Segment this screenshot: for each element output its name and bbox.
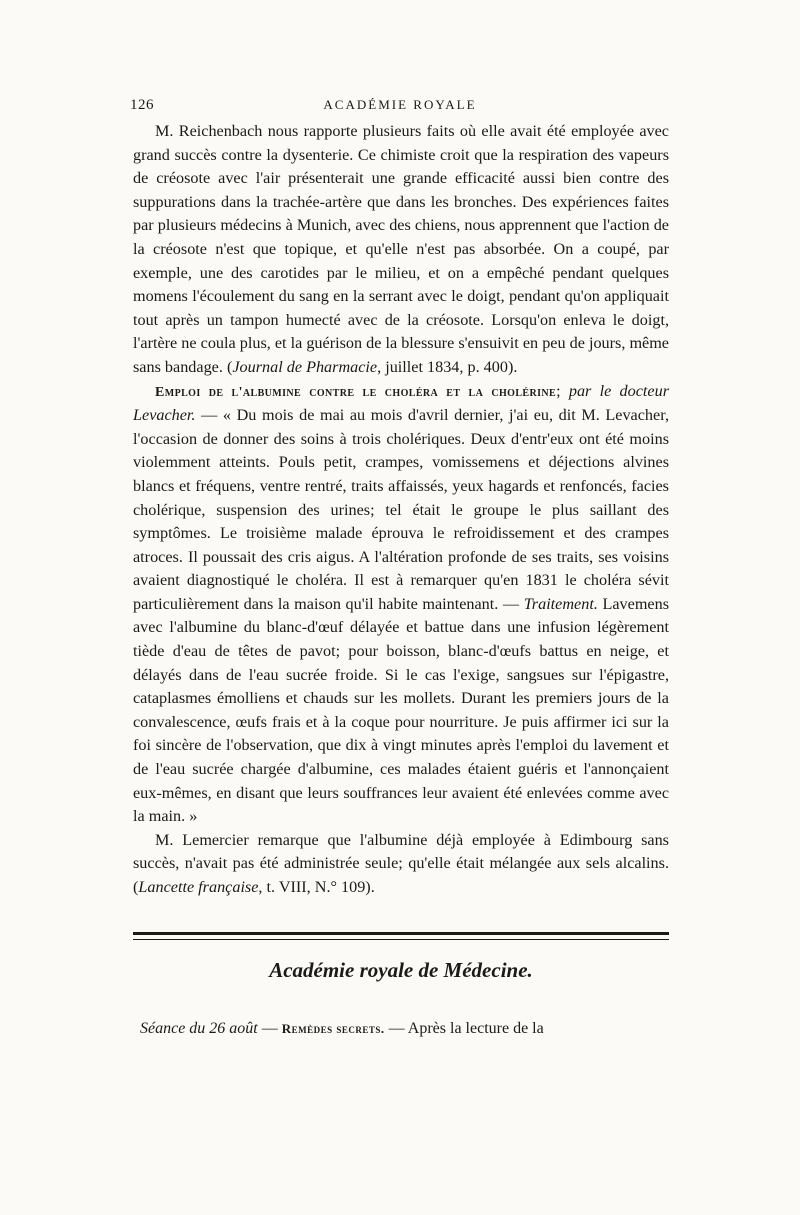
citation-tail: , t. VIII, N.° 109). [258,878,375,896]
paragraph-text: — « Du mois de mai au mois d'avril dernier, j'ai eu, dit M. Levacher, l'occasion de donner des soins à trois cholériques. Deux d'entr'eux ont été moins violemment atteints. Pouls petit, crampes, vomissemens et déjections alvines blancs et fréquens, ventre rentré, traits affaissés, yeux hagards et renfoncés, facies cholérique, suspension des urines; tel était le groupe le plus saillant des symptômes. Le troisième malade éprouva le refroidissement et des crampes atroces. Il poussait des cris aigus. A l'altération profonde de ses traits, ses voisins avaient diagnostiqué le choléra. Il est à remarquer qu'en 1831 le choléra sévit particulièrement dans la maison qu'il habite maintenant. — [133,406,669,613]
running-head [130,97,670,121]
article-author: par le docteur Levacher. [133,381,669,425]
section-heading: Académie royale de Médecine. [269,958,533,982]
paragraph-creosote [133,120,669,380]
heading-separator: ; [556,381,569,400]
seance-dash: — [257,1020,282,1037]
section-rule-thick [133,932,669,935]
citation-source: Lancette française [138,878,259,896]
paragraph-lemercier [133,829,669,900]
paragraph-text-continued: Lavemens avec l'albumine du blanc-d'œuf délayée et battue dans une infusion légèrement tiède d'eau de têtes de pavot; pour boisson, blanc-d'œufs battus en neige, et délayés dans de l'eau sucrée froide. Si le cas l'exige, sangsues sur l'épigastre, cataplasmes émolliens et chauds sur les mollets. Durant les premiers jours de la convalescence, œufs frais et à la coque pour nourriture. Je puis affirmer ici sur la foi sincère de l'observation, que dix à vingt minutes après l'emploi du lavement et de l'eau sucrée chargée d'albumine, ces malades étaient guéris et l'annonçaient eux-mêmes, en disant que leurs souffrances leur avaient été enlevées comme avec la main. » [133,594,669,826]
section-rule-thin [133,939,669,940]
citation-source: Journal de Pharmacie [232,357,378,376]
seance-date: Séance du 26 août [140,1020,258,1037]
page-number: 126 [130,97,154,113]
citation-tail: , juillet 1834, p. 400). [377,357,518,376]
article-heading: Emploi de l'albumine contre le choléra et la cholérine [155,384,557,400]
running-title: ACADÉMIE ROYALE [323,97,477,112]
treatment-label: Traitement. [523,594,598,613]
seance-line [140,1020,670,1038]
body-text [133,120,669,900]
paragraph-albumine [133,380,669,829]
seance-heading: Remèdes secrets. [281,1021,385,1036]
paragraph-text: M. Reichenbach nous rapporte plusieurs faits où elle avait été employée avec grand succès contre la dysenterie. Ce chimiste croit que la respiration des vapeurs de créosote avec l'air présenterait une grande efficacité aussi bien contre des suppurations dans la trachée-artère que dans les bronches. Des expériences faites par plusieurs médecins à Munich, avec des chiens, nous apprennent que l'action de la créosote n'est que topique, et qu'elle n'est pas absorbée. On a coupé, par exemple, une des carotides par le milieu, et on a empêché pendant quelques momens l'écoulement du sang en la serrant avec le doigt, pendant qu'on appliquait tout après un tampon humecté avec de la créosote. Lorsqu'on enleva le doigt, l'artère ne coula plus, et la guérison de la blessure s'ensuivit en peu de jours, même sans bandage. ( [133,122,669,376]
seance-text: — Après la lecture de la [384,1020,544,1037]
paragraph-text: M. Lemercier remarque que l'albumine déjà employée à Edimbourg sans succès, n'avait pas été administrée seule; qu'elle était mélangée aux sels alcalins. ( [133,830,669,896]
